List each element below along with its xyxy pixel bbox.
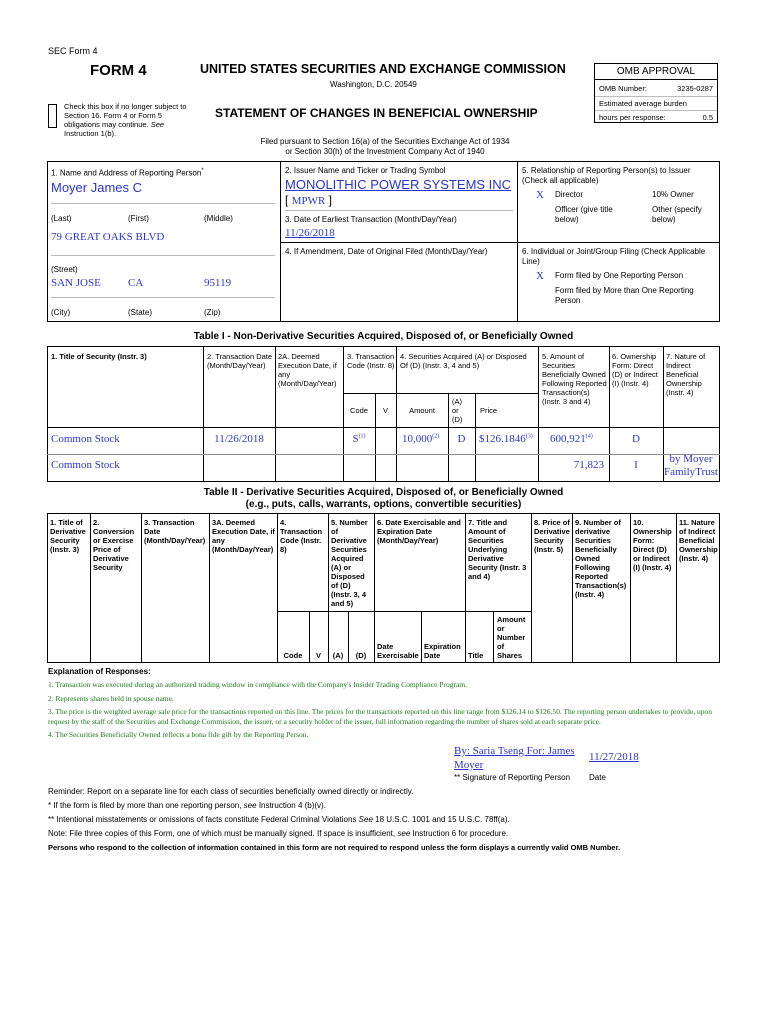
explanation-heading: Explanation of Responses: xyxy=(48,667,151,676)
t1-amount-header: Amount xyxy=(409,406,435,415)
star-note: * If the form is filed by more than one reporting person, see Instruction 4 (b)(v). xyxy=(48,801,326,810)
ticker-symbol: MPWR xyxy=(291,195,326,207)
t1-code-header: Code xyxy=(350,406,368,415)
address-value: 79 GREAT OAKS BLVD xyxy=(51,231,165,243)
explanation-2: 2. Represents shares held in spouse name. xyxy=(48,694,174,703)
zip-value: 95119 xyxy=(204,277,232,289)
form-title: FORM 4 xyxy=(90,62,147,79)
t2-col5-header: 5. Number of Derivative Securities Acquired (A) or Disposed of (D) (Instr. 3, 4 and 5) xyxy=(331,518,368,608)
t2-title-header: Title xyxy=(468,651,484,660)
t2-col8-header: 8. Price of Derivative Security (Instr. 5) xyxy=(534,518,570,554)
filed-line-1: Filed pursuant to Section 16(a) of the Securities Exchange Act of 1934 xyxy=(260,137,510,146)
t2-col3a-header: 3A. Deemed Execution Date, if any (Month/Day/Year) xyxy=(212,518,275,554)
explanation-3: 3. The price is the weighted average sale price for the transactions reported on this line. The prices for the transactions reported on this line range from $126.14 to $126.50. The reporting person undertakes to provide, upon request by the staff of the Securities and Exchange Commission, the issuer, or a security holder of the issuer, full information regarding the number of shares sold at each separate price. xyxy=(48,707,712,726)
t1-row1-aord: D xyxy=(457,433,466,445)
t1-col4-header: 4. Securities Acquired (A) or Disposed Of (D) (Instr. 3, 4 and 5) xyxy=(400,352,527,370)
city-label: (City) xyxy=(51,308,71,317)
ten-pct-owner-label: 10% Owner xyxy=(652,190,694,199)
earliest-transaction-date: 11/26/2018 xyxy=(285,227,335,239)
t2-col11-header: 11. Nature of Indirect Beneficial Ownership (Instr. 4) xyxy=(679,518,718,563)
signature-label: ** Signature of Reporting Person xyxy=(454,773,571,782)
omb-hours-label: hours per response: xyxy=(599,113,666,122)
t2-d-header: (D) xyxy=(355,651,367,660)
t1-col3-header: 3. Transaction Code (Instr. 8) xyxy=(347,352,395,370)
t1-row1-code: $S^{(1)}$ xyxy=(352,433,366,445)
reminder-text: Reminder: Report on a separate line for each class of securities beneficially owned directly or indirectly. xyxy=(48,787,414,796)
table1-title: Table I - Non-Derivative Securities Acquired, Disposed of, or Beneficially Owned xyxy=(193,331,574,342)
omb-number-value: 3235-0287 xyxy=(677,84,713,93)
t1-col7-header: 7. Nature of Indirect Beneficial Ownership (Instr. 4) xyxy=(666,352,706,397)
statement-title: STATEMENT OF CHANGES IN BENEFICIAL OWNERSHIP xyxy=(215,106,538,120)
zip-label: (Zip) xyxy=(204,308,221,317)
explanation-4: 4. The Securities Beneficially Owned reflects a bona fide gift by the Reporting Person. xyxy=(48,730,309,739)
one-person-mark[interactable]: X xyxy=(536,270,544,282)
state-value: CA xyxy=(128,277,144,289)
location: Washington, D.C. 20549 xyxy=(330,80,417,89)
sec-form-label: SEC Form 4 xyxy=(48,46,98,56)
t2-date-exercisable-header: Date Exercisable xyxy=(377,642,419,660)
table2-title xyxy=(47,487,720,511)
omb-number-label: OMB Number: xyxy=(599,84,647,93)
t1-col2-header: 2. Transaction Date (Month/Day/Year) xyxy=(207,352,273,370)
middle-label: (Middle) xyxy=(204,214,233,223)
director-label: Director xyxy=(555,190,584,199)
t2-col1-header: 1. Title of Derivative Security (Instr. 3) xyxy=(50,518,86,554)
t2-expiration-header: Expiration Date xyxy=(424,642,461,660)
director-mark[interactable]: X xyxy=(536,189,544,201)
t2-v-header: V xyxy=(315,651,321,660)
t1-row2-owned: 71,823 xyxy=(573,459,604,471)
t2-col3-header: 3. Transaction Date (Month/Day/Year) xyxy=(144,518,206,545)
box2-label: 2. Issuer Name and Ticker or Trading Symbol xyxy=(285,166,446,175)
one-person-label: Form filed by One Reporting Person xyxy=(555,271,684,280)
signature-date: 11/27/2018 xyxy=(589,751,639,763)
checkbox-text: Check this box if no longer subject to Section 16. Form 4 or Form 5 obligations may continue. See Instruction 1(b). xyxy=(64,102,187,138)
double-star-note: ** Intentional misstatements or omissions of facts constitute Federal Criminal Violations See 18 U.S.C. 1001 and 15 U.S.C. 78ff(a). xyxy=(48,815,510,824)
t1-col5-header: 5. Amount of Securities Beneficially Owned Following Reported Transaction(s) (Instr. 3 and 4) xyxy=(542,352,607,406)
t1-row2-form: I xyxy=(634,459,638,471)
more-persons-label: Form filed by More than One Reporting Person xyxy=(555,286,694,305)
officer-label: Officer (give title below) xyxy=(555,205,613,224)
date-label: Date xyxy=(589,773,606,782)
t1-v-header: V xyxy=(382,406,388,415)
box4-label: 4. If Amendment, Date of Original Filed (Month/Day/Year) xyxy=(285,247,488,256)
other-label: Other (specify below) xyxy=(652,205,702,224)
city-value: SAN JOSE xyxy=(51,277,101,289)
omb-box xyxy=(594,63,718,123)
t1-row1-price: $126.1846$^{(3)}$ xyxy=(479,433,533,445)
t1-row1-title: Common Stock xyxy=(51,433,120,445)
no-longer-subject-checkbox[interactable] xyxy=(48,104,57,128)
issuer-name: MONOLITHIC POWER SYSTEMS INC xyxy=(285,177,512,192)
persons-respond-text: Persons who respond to the collection of information contained in this form are not required to respond unless the form displays a currently valid OMB Number. xyxy=(48,843,621,852)
omb-hours-row xyxy=(595,111,717,122)
omb-title: OMB APPROVAL xyxy=(595,64,717,80)
ticker-row: [ MPWR ] xyxy=(285,193,332,207)
t1-row1-owned: 600,921$^{(4)}$ xyxy=(550,433,593,445)
t2-col10-header: 10. Ownership Form: Direct (D) or Indirect (I) (Instr. 4) xyxy=(633,518,672,572)
t1-price-header: Price xyxy=(480,406,498,415)
t1-col6-header: 6. Ownership Form: Direct (D) or Indirect (I) (Instr. 4) xyxy=(612,352,658,388)
t1-row2-nature: by Moyer FamilyTrust xyxy=(663,453,718,478)
t2-col4-header: 4. Transaction Code (Instr. 8) xyxy=(280,518,323,554)
t2-col9-header: 9. Number of derivative Securities Beneficially Owned Following Reported Transaction(s) (Instr. 4) xyxy=(575,518,627,599)
omb-number-row xyxy=(595,80,717,94)
box6-label: 6. Individual or Joint/Group Filing (Check Applicable Line) xyxy=(522,247,706,266)
last-label: (Last) xyxy=(51,214,72,223)
box3-label: 3. Date of Earliest Transaction (Month/Day/Year) xyxy=(285,215,457,224)
omb-burden-label: Estimated average burden xyxy=(599,99,687,108)
t2-a-header: (A) xyxy=(332,651,344,660)
street-label: (Street) xyxy=(51,265,78,274)
t2-col7-header: 7. Title and Amount of Securities Underlying Derivative Security (Instr. 3 and 4) xyxy=(468,518,527,581)
t1-row2-title: Common Stock xyxy=(51,459,120,471)
state-label: (State) xyxy=(128,308,153,317)
explanation-1: 1. Transaction was executed during an authorized trading window in compliance with the Company's Insider Trading Compliance Program. xyxy=(48,680,467,689)
first-label: (First) xyxy=(128,214,149,223)
filed-pursuant xyxy=(180,137,590,157)
box1-label: 1. Name and Address of Reporting Person* xyxy=(51,168,204,178)
t1-row1-amount: 10,000$^{(2)}$ xyxy=(402,433,440,445)
signature-name: By: Saria Tseng For: James Moyer xyxy=(454,745,575,771)
table2-title-line1: Table II - Derivative Securities Acquired, Disposed of, or Beneficially Owned xyxy=(203,487,564,498)
t1-row1-date: 11/26/2018 xyxy=(214,433,264,445)
box5-label: 5. Relationship of Reporting Person(s) to Issuer (Check all applicable) xyxy=(522,166,691,185)
t2-code-header: Code xyxy=(283,651,303,660)
omb-hours-value: 0.5 xyxy=(702,113,713,122)
t1-col1-header: 1. Title of Security (Instr. 3) xyxy=(51,352,147,361)
t2-col2-header: 2. Conversion or Exercise Price of Derivative Security xyxy=(93,518,135,572)
note-text: Note: File three copies of this Form, one of which must be manually signed. If space is insufficient, see Instruction 6 for procedure. xyxy=(48,829,509,838)
t1-aord-header: (A) or (D) xyxy=(452,397,463,424)
table2-title-line2: (e.g., puts, calls, warrants, options, convertible securities) xyxy=(245,499,522,510)
t2-col6-header: 6. Date Exercisable and Expiration Date (Month/Day/Year) xyxy=(377,518,461,545)
t1-row1-form: D xyxy=(632,433,640,445)
commission-title: UNITED STATES SECURITIES AND EXCHANGE COMMISSION xyxy=(200,62,566,76)
filed-line-2: or Section 30(h) of the Investment Company Act of 1940 xyxy=(285,147,485,156)
t1-col2a-header: 2A. Deemed Execution Date, if any (Month/Day/Year) xyxy=(278,352,337,388)
t2-amount-shares-header: Amount or Number of Shares xyxy=(497,615,526,660)
reporting-person-name: Moyer James C xyxy=(51,180,143,195)
